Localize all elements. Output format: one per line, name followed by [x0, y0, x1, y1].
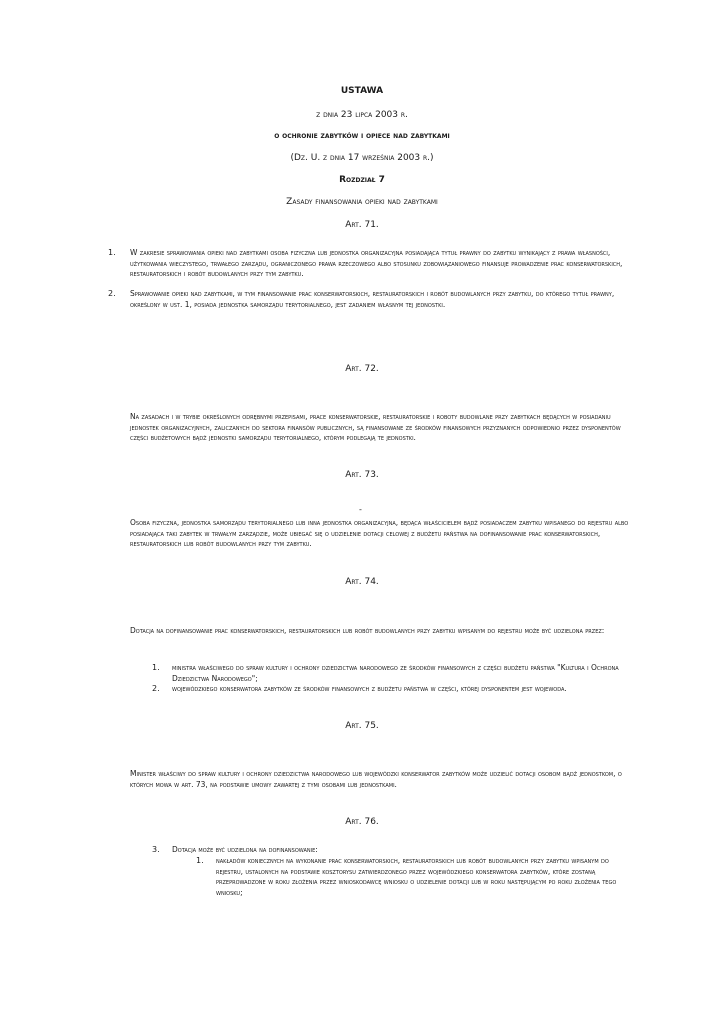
- art76-heading: Art. 76.: [345, 817, 379, 827]
- art75-heading: Art. 75.: [345, 721, 379, 731]
- journal-reference: (Dz. U. z dnia 17 września 2003 r.): [290, 153, 434, 163]
- list-item-number: 2.: [152, 684, 160, 693]
- list-item: ministra właściwego do spraw kultury i ochrony dziedzictwa narodowego ze środków finansowych z części budżetu państwa "Kultura i Ochrona Dziedzictwa Narodowego";: [172, 663, 619, 683]
- sublist-item: nakładów koniecznych na wykonanie prac konserwatorskich, restauratorskich lub robót budowlanych przy zabytku wpisanym do rejestru, ustalonych na podstawie kosztorysu zatwierdzonego przez wojewódzkiego konserwatora zabytków, które zostaną przeprowadzone w roku złożenia przez wnioskodawcę wniosku o udzielenie dotacji lub w roku następującym po roku złożenia tego wniosku;: [216, 856, 617, 897]
- chapter-heading: Rozdział 7: [339, 175, 385, 185]
- list-item: Sprawowanie opieki nad zabytkami, w tym finansowanie prac konserwatorskich, restauratorskich i robót budowlanych przy zabytku, do którego tytuł prawny, określony w ust. 1, posiada jednostka samorządu terytorialnego, jest zadaniem własnym tej jednostki.: [130, 289, 615, 309]
- act-date: z dnia 23 lipca 2003 r.: [316, 110, 408, 120]
- art72-paragraph: Na zasadach i w trybie określonych odrębnymi przepisami, prace konserwatorskie, restauratorskie i roboty budowlane przy zabytkach będących w posiadaniu jednostek organizacyjnych, zaliczanych do sektora finansów publicznych, są finansowane ze środków finansowych przyznanych odpowiednio przez dysponentów części budżetowych bądź jednostki samorządu terytorialnego, którym podlegają te jednostki.: [130, 412, 621, 443]
- art73-paragraph: Osoba fizyczna, jednostka samorządu terytorialnego lub inna jednostka organizacyjna, będąca właścicielem bądź posiadaczem zabytku wpisanego do rejestru albo posiadająca taki zabytek w trwałym zarządzie, może ubiegać się o udzielenie dotacji celowej z budżetu państwa na dofinansowanie prac konserwatorskich, restauratorskich lub robót budowlanych przy tym zabytku.: [130, 518, 629, 549]
- art71-heading: Art. 71.: [345, 220, 379, 230]
- list-item: Dotacja może być udzielona na dofinansowanie:: [172, 845, 318, 854]
- list-item-number: 1.: [108, 248, 116, 257]
- art73-heading: Art. 73.: [345, 470, 379, 480]
- art74-intro: Dotacja na dofinansowanie prac konserwatorskich, restauratorskich lub robót budowlanych przy zabytku wpisanym do rejestru może być udzielona przez:: [130, 626, 605, 635]
- art74-heading: Art. 74.: [345, 577, 379, 587]
- sublist-item-number: 1.: [196, 856, 204, 865]
- act-subject: o ochronie zabytków i opiece nad zabytkami: [274, 131, 450, 140]
- art72-heading: Art. 72.: [345, 364, 379, 374]
- act-title: USTAWA: [340, 86, 384, 96]
- list-item: W zakresie sprawowania opieki nad zabytkami osoba fizyczna lub jednostka organizacyjna posiadająca tytuł prawny do zabytku wynikający z prawa własności, użytkowania wieczystego, trwałego zarządu, ograniczonego prawa rzeczowego albo stosunku zobowiązaniowego finansuje prowadzenie prac konserwatorskich, restauratorskich i robót budowlanych przy tym zabytku.: [130, 248, 623, 279]
- list-item-number: 2.: [108, 289, 116, 298]
- list-item: wojewódzkiego konserwatora zabytków ze środków finansowych z budżetu państwa w części, której dysponentem jest wojewoda.: [172, 684, 567, 693]
- art73-mark: -: [359, 505, 362, 514]
- art75-paragraph: Minister właściwy do spraw kultury i ochrony dziedzictwa narodowego lub wojewódzki konserwator zabytków może udzielić dotacji osobom bądź jednostkom, o których mowa w art. 73, na podstawie umowy zawartej z tymi osobami lub jednostkami.: [130, 769, 622, 789]
- list-item-number: 1.: [152, 663, 160, 672]
- list-item-number: 3.: [152, 845, 160, 854]
- chapter-title: Zasady finansowania opieki nad zabytkami: [286, 197, 438, 207]
